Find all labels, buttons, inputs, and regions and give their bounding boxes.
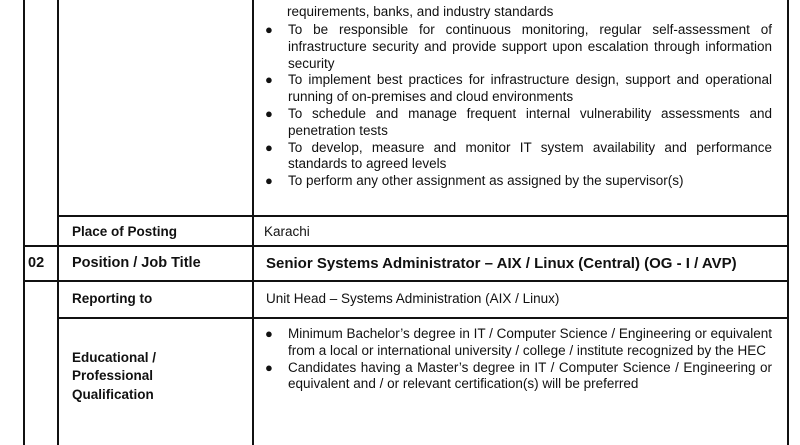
list-item: ● To schedule and manage frequent internal vulnerability assessments and penetration tests: [265, 105, 772, 138]
qualification-list: [262, 326, 772, 393]
bullet-icon: ●: [265, 105, 273, 121]
responsibilities-list: [262, 22, 772, 190]
list-item: ● Minimum Bachelor’s degree in IT / Computer Science / Engineering or equivalent from a local or international university / college / institute recognized by the HEC: [265, 326, 773, 358]
bullet-icon: ●: [265, 22, 273, 37]
position-title: Senior Systems Administrator – AIX / Linux (Central) (OG - I / AVP): [266, 255, 737, 272]
bullet-icon: ●: [265, 139, 273, 155]
reporting-to-value: Unit Head – Systems Administration (AIX / Linux): [266, 291, 560, 306]
list-item: ● To be responsible for continuous monitoring, regular self-assessment of infrastructure security and provide support upon escalation through information security: [265, 22, 772, 71]
list-item: ● Candidates having a Master’s degree in IT / Computer Science / Engineering or equivalent and / or relevant certification(s) will be preferred: [265, 359, 772, 392]
responsibility-continuation: requirements, banks, and industry standards: [287, 4, 554, 19]
place-of-posting-value: Karachi: [264, 224, 310, 239]
table-right-border: [787, 0, 789, 445]
row-border-1: [57, 215, 789, 217]
row-border-3: [23, 280, 789, 282]
row-border-4: [57, 317, 789, 319]
place-of-posting-label: Place of Posting: [72, 224, 178, 239]
qualification-label-line3: Qualification: [72, 387, 154, 402]
position-number: 02: [28, 255, 45, 271]
list-item: ● To develop, measure and monitor IT system availability and performance standards to agreed levels: [265, 139, 772, 172]
bullet-icon: ●: [265, 359, 273, 375]
bullet-icon: ●: [265, 326, 273, 341]
qualification-label-line2: Professional: [72, 368, 154, 383]
table-divider-col2: [252, 0, 254, 445]
qualification-label-line1: Educational /: [72, 350, 157, 365]
list-item: ● To implement best practices for infrastructure design, support and operational running of on-premises and cloud environments: [265, 72, 772, 105]
row-border-2: [23, 245, 789, 247]
reporting-to-label: Reporting to: [72, 291, 153, 306]
table-divider-col1: [57, 0, 59, 445]
table-left-border: [23, 0, 25, 445]
list-item: ● To perform any other assignment as assigned by the supervisor(s): [265, 173, 684, 189]
bullet-icon: ●: [265, 72, 273, 88]
bullet-icon: ●: [265, 173, 273, 189]
position-label: Position / Job Title: [72, 255, 201, 271]
